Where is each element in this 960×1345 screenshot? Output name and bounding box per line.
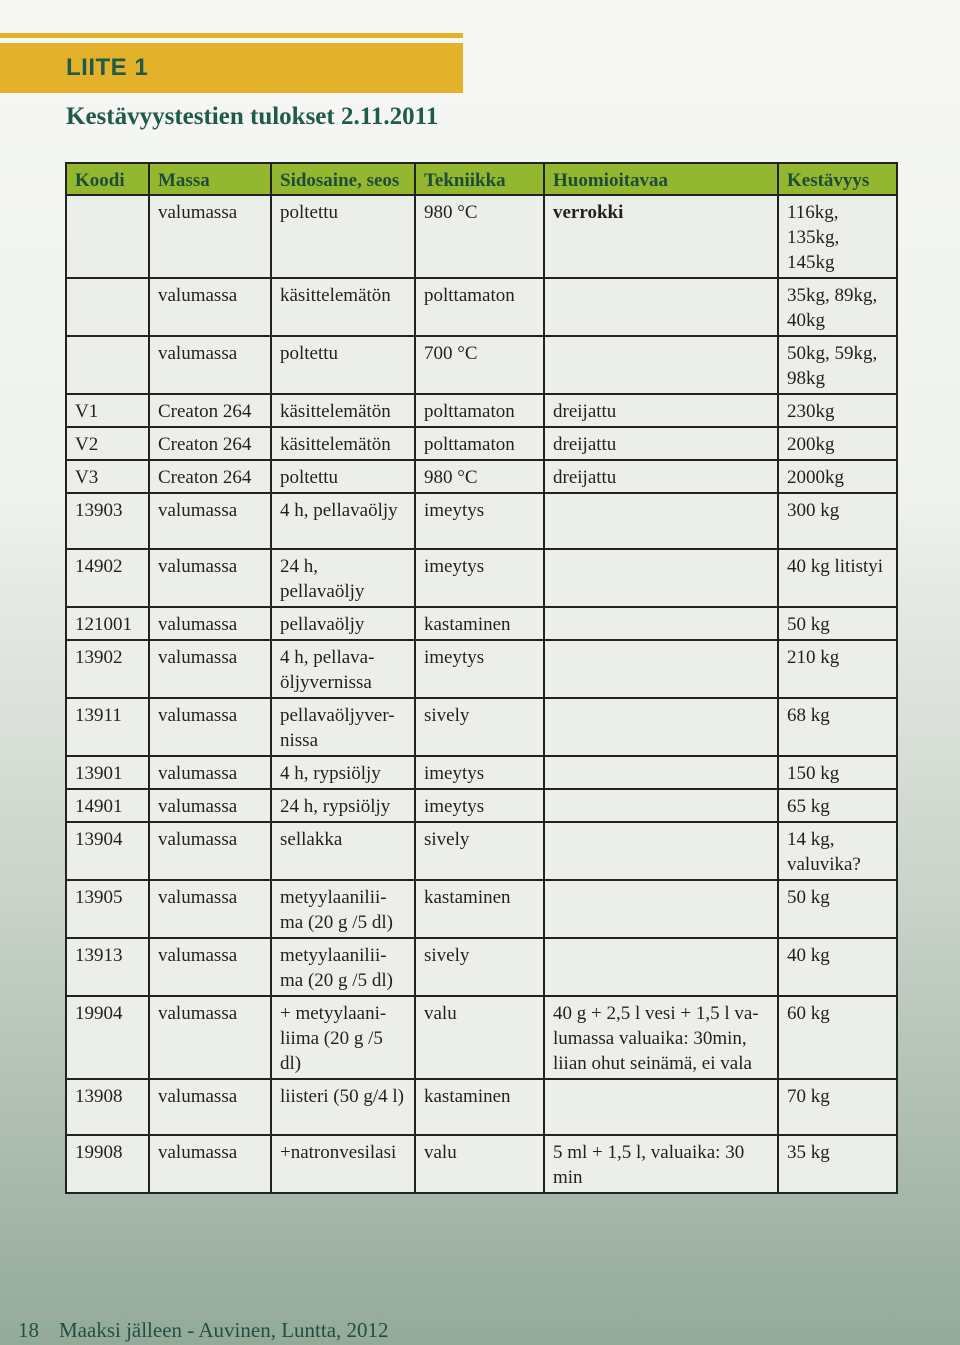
- table-cell: 13913: [66, 938, 149, 996]
- table-cell: 50kg, 59kg, 98kg: [778, 336, 897, 394]
- table-cell: 65 kg: [778, 789, 897, 822]
- table-cell: kastaminen: [415, 607, 544, 640]
- table-row: [66, 427, 897, 460]
- table-cell: 68 kg: [778, 698, 897, 756]
- table-cell: [544, 278, 778, 336]
- table-cell: käsittelemätön: [271, 427, 415, 460]
- table-cell: 13911: [66, 698, 149, 756]
- table-cell: [544, 493, 778, 549]
- table-cell: pellavaöljy: [271, 607, 415, 640]
- table-cell: V3: [66, 460, 149, 493]
- table-cell: pellavaöljyver-nissa: [271, 698, 415, 756]
- table-cell: poltettu: [271, 336, 415, 394]
- table-row: [66, 278, 897, 336]
- page-number: 18: [18, 1318, 39, 1342]
- column-header: Massa: [149, 163, 271, 195]
- table-cell: liisteri (50 g/4 l): [271, 1079, 415, 1135]
- table-cell: valumassa: [149, 278, 271, 336]
- column-header: Tekniikka: [415, 163, 544, 195]
- appendix-label: LIITE 1: [66, 54, 149, 81]
- table-cell: [544, 336, 778, 394]
- table-row: [66, 698, 897, 756]
- table-cell: [66, 195, 149, 278]
- table-cell: valumassa: [149, 1079, 271, 1135]
- table-row: [66, 460, 897, 493]
- table-cell: [544, 756, 778, 789]
- table-row: [66, 1079, 897, 1135]
- table-cell: polttamaton: [415, 394, 544, 427]
- table-cell: 24 h, pellavaöljy: [271, 549, 415, 607]
- table-cell: imeytys: [415, 493, 544, 549]
- table-cell: valumassa: [149, 756, 271, 789]
- table-row: [66, 756, 897, 789]
- table-cell: 35kg, 89kg, 40kg: [778, 278, 897, 336]
- table-cell: 13908: [66, 1079, 149, 1135]
- column-header: Sidosaine, seos: [271, 163, 415, 195]
- table-row: [66, 336, 897, 394]
- table-cell: 40 kg litistyi: [778, 549, 897, 607]
- table-cell: 4 h, pellava-öljyvernissa: [271, 640, 415, 698]
- table-cell: 14901: [66, 789, 149, 822]
- table-cell: [544, 607, 778, 640]
- table-row: [66, 493, 897, 549]
- table-cell: 150 kg: [778, 756, 897, 789]
- table-cell: 13905: [66, 880, 149, 938]
- table-row: [66, 394, 897, 427]
- table-cell: [544, 822, 778, 880]
- table-row: [66, 938, 897, 996]
- table-cell: 4 h, rypsiöljy: [271, 756, 415, 789]
- table-header-row: [66, 163, 897, 195]
- table-cell: imeytys: [415, 640, 544, 698]
- table-row: [66, 880, 897, 938]
- table-cell: Creaton 264: [149, 394, 271, 427]
- table-cell: 980 °C: [415, 460, 544, 493]
- table-cell: valumassa: [149, 336, 271, 394]
- table-cell: Creaton 264: [149, 460, 271, 493]
- table-cell: [544, 789, 778, 822]
- table-cell: valumassa: [149, 880, 271, 938]
- table-cell: 24 h, rypsiöljy: [271, 789, 415, 822]
- table-cell: valumassa: [149, 549, 271, 607]
- table-cell: 2000kg: [778, 460, 897, 493]
- table-cell: V1: [66, 394, 149, 427]
- table-row: [66, 1135, 897, 1193]
- column-header: Kestävyys: [778, 163, 897, 195]
- table-cell: [66, 336, 149, 394]
- table-cell: 4 h, pellavaöljy: [271, 493, 415, 549]
- table-row: [66, 549, 897, 607]
- table-cell: 70 kg: [778, 1079, 897, 1135]
- table-row: [66, 195, 897, 278]
- table-cell: 121001: [66, 607, 149, 640]
- table-cell: dreijattu: [544, 460, 778, 493]
- footer-citation: Maaksi jälleen - Auvinen, Luntta, 2012: [59, 1318, 389, 1342]
- table-cell: + metyylaani-liima (20 g /5 dl): [271, 996, 415, 1079]
- table-cell: [544, 549, 778, 607]
- table-row: [66, 640, 897, 698]
- table-cell: 13904: [66, 822, 149, 880]
- table-cell: metyylaanilii-ma (20 g /5 dl): [271, 938, 415, 996]
- table-cell: sively: [415, 698, 544, 756]
- table-cell: [544, 640, 778, 698]
- table-cell: käsittelemätön: [271, 394, 415, 427]
- table-cell: polttamaton: [415, 427, 544, 460]
- table-cell: sively: [415, 822, 544, 880]
- table-row: [66, 996, 897, 1079]
- table-cell: valumassa: [149, 195, 271, 278]
- table-row: [66, 789, 897, 822]
- table-cell: valumassa: [149, 996, 271, 1079]
- table-cell: valumassa: [149, 938, 271, 996]
- table-cell: valumassa: [149, 789, 271, 822]
- table-cell: verrokki: [544, 195, 778, 278]
- table-cell: valumassa: [149, 822, 271, 880]
- table-cell: 210 kg: [778, 640, 897, 698]
- table-cell: 980 °C: [415, 195, 544, 278]
- table-cell: 14 kg, valuvika?: [778, 822, 897, 880]
- table-cell: 5 ml + 1,5 l, valuaika: 30 min: [544, 1135, 778, 1193]
- table-cell: valumassa: [149, 607, 271, 640]
- table-cell: 300 kg: [778, 493, 897, 549]
- table-cell: imeytys: [415, 549, 544, 607]
- table-cell: sively: [415, 938, 544, 996]
- table-row: [66, 607, 897, 640]
- table-cell: valumassa: [149, 493, 271, 549]
- results-table: [65, 162, 898, 1194]
- table-cell: 230kg: [778, 394, 897, 427]
- table-cell: [544, 938, 778, 996]
- table-cell: 13902: [66, 640, 149, 698]
- top-accent-rule: [0, 33, 463, 38]
- page-footer: [18, 1318, 389, 1343]
- table-cell: 50 kg: [778, 607, 897, 640]
- table-cell: poltettu: [271, 460, 415, 493]
- table-cell: [544, 698, 778, 756]
- table-cell: 13901: [66, 756, 149, 789]
- table-cell: dreijattu: [544, 394, 778, 427]
- table-body: [66, 195, 897, 1193]
- table-cell: imeytys: [415, 756, 544, 789]
- table-cell: 60 kg: [778, 996, 897, 1079]
- table-cell: kastaminen: [415, 1079, 544, 1135]
- table-cell: kastaminen: [415, 880, 544, 938]
- table-cell: V2: [66, 427, 149, 460]
- table-cell: metyylaanilii-ma (20 g /5 dl): [271, 880, 415, 938]
- table-cell: [544, 880, 778, 938]
- table-cell: 13903: [66, 493, 149, 549]
- table-cell: 35 kg: [778, 1135, 897, 1193]
- table-cell: 700 °C: [415, 336, 544, 394]
- table-cell: 14902: [66, 549, 149, 607]
- table-cell: poltettu: [271, 195, 415, 278]
- table-cell: valu: [415, 996, 544, 1079]
- table-cell: valumassa: [149, 640, 271, 698]
- table-cell: käsittelemätön: [271, 278, 415, 336]
- table-row: [66, 822, 897, 880]
- table-cell: 116kg, 135kg, 145kg: [778, 195, 897, 278]
- table-cell: dreijattu: [544, 427, 778, 460]
- table-cell: valumassa: [149, 1135, 271, 1193]
- table-cell: imeytys: [415, 789, 544, 822]
- table-cell: polttamaton: [415, 278, 544, 336]
- table-cell: 50 kg: [778, 880, 897, 938]
- table-cell: 19908: [66, 1135, 149, 1193]
- page-title: Kestävyystestien tulokset 2.11.2011: [66, 103, 439, 130]
- table-cell: 200kg: [778, 427, 897, 460]
- column-header: Huomioitavaa: [544, 163, 778, 195]
- table-cell: valumassa: [149, 698, 271, 756]
- table-cell: [544, 1079, 778, 1135]
- table-cell: 19904: [66, 996, 149, 1079]
- table-cell: 40 g + 2,5 l vesi + 1,5 l va-lumassa valuaika: 30min, liian ohut seinämä, ei vala: [544, 996, 778, 1079]
- table-cell: sellakka: [271, 822, 415, 880]
- table-cell: Creaton 264: [149, 427, 271, 460]
- table-cell: +natronvesilasi: [271, 1135, 415, 1193]
- column-header: Koodi: [66, 163, 149, 195]
- table-cell: [66, 278, 149, 336]
- table-cell: 40 kg: [778, 938, 897, 996]
- table-cell: valu: [415, 1135, 544, 1193]
